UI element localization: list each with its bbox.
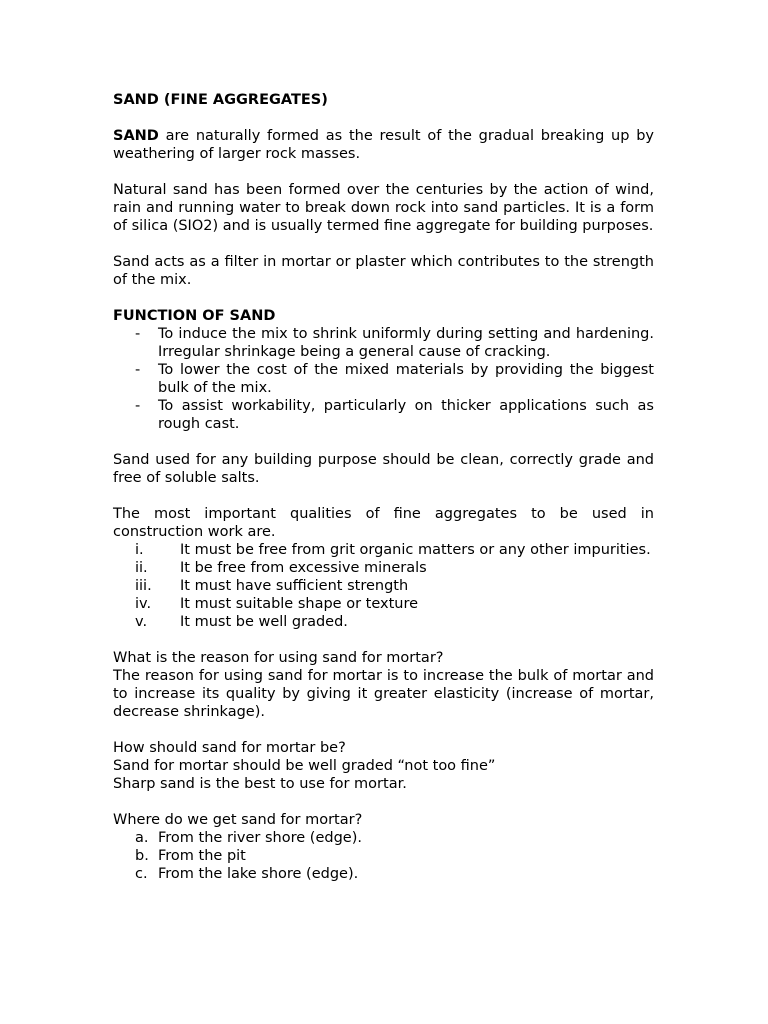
natural-sand-paragraph: Natural sand has been formed over the centuries by the action of wind, rain and running water to break down rock into sand particles. It is a form of silica (SIO2) and is usually termed fine aggregate for building purposes.	[113, 182, 654, 234]
how-question: How should sand for mortar be?	[113, 740, 346, 756]
reason-question: What is the reason for using sand for mortar?	[113, 650, 444, 666]
list-item-text: From the lake shore (edge).	[158, 866, 359, 882]
document-page	[113, 91, 654, 883]
function-heading: FUNCTION OF SAND	[113, 308, 276, 324]
list-item	[113, 397, 654, 433]
list-marker: i.	[135, 542, 144, 558]
list-marker: v.	[135, 614, 148, 630]
list-item	[113, 847, 654, 865]
list-item	[113, 559, 654, 577]
list-item-text: It must suitable shape or texture	[180, 596, 419, 612]
function-list	[113, 325, 654, 433]
where-list	[113, 829, 654, 883]
list-item-text: From the pit	[158, 848, 246, 864]
document-title: SAND (FINE AGGREGATES)	[113, 92, 328, 108]
intro-paragraph	[113, 127, 654, 163]
list-marker: -	[135, 362, 141, 378]
list-marker: -	[135, 326, 141, 342]
list-item	[113, 595, 654, 613]
list-item-text: It be free from excessive minerals	[180, 560, 427, 576]
how-answer-line1: Sand for mortar should be well graded “not too fine”	[113, 758, 496, 774]
list-marker: ii.	[135, 560, 148, 576]
filter-paragraph: Sand acts as a filter in mortar or plaster which contributes to the strength of the mix.	[113, 254, 654, 288]
list-item	[113, 829, 654, 847]
list-item-text: It must be well graded.	[180, 614, 348, 630]
list-marker: b.	[135, 848, 149, 864]
list-item-text: From the river shore (edge).	[158, 830, 362, 846]
qualities-intro: The most important qualities of fine aggregates to be used in construction work are.	[113, 506, 654, 540]
list-item-text: It must have sufficient strength	[180, 578, 409, 594]
intro-lead: SAND	[113, 128, 159, 144]
how-answer-line2: Sharp sand is the best to use for mortar.	[113, 776, 407, 792]
list-item	[113, 325, 654, 361]
list-marker: iii.	[135, 578, 152, 594]
list-item-text: It must be free from grit organic matters or any other impurities.	[180, 542, 651, 558]
list-item-text: To lower the cost of the mixed materials by providing the biggest bulk of the mix.	[158, 362, 654, 396]
list-item	[113, 577, 654, 595]
intro-rest: are naturally formed as the result of the gradual breaking up by weathering of larger rock masses.	[113, 128, 654, 162]
list-item	[113, 361, 654, 397]
list-item-text: To induce the mix to shrink uniformly during setting and hardening. Irregular shrinkage being a general cause of cracking.	[158, 326, 654, 360]
clean-sand-paragraph: Sand used for any building purpose should be clean, correctly grade and free of soluble salts.	[113, 452, 654, 486]
where-question: Where do we get sand for mortar?	[113, 812, 363, 828]
reason-answer: The reason for using sand for mortar is to increase the bulk of mortar and to increase its quality by giving it greater elasticity (increase of mortar, decrease shrinkage).	[113, 668, 654, 720]
list-marker: -	[135, 398, 141, 414]
list-item	[113, 613, 654, 631]
list-marker: iv.	[135, 596, 152, 612]
list-marker: c.	[135, 866, 148, 882]
list-item-text: To assist workability, particularly on thicker applications such as rough cast.	[158, 398, 654, 432]
list-item	[113, 865, 654, 883]
list-item	[113, 541, 654, 559]
list-marker: a.	[135, 830, 149, 846]
qualities-list	[113, 541, 654, 631]
